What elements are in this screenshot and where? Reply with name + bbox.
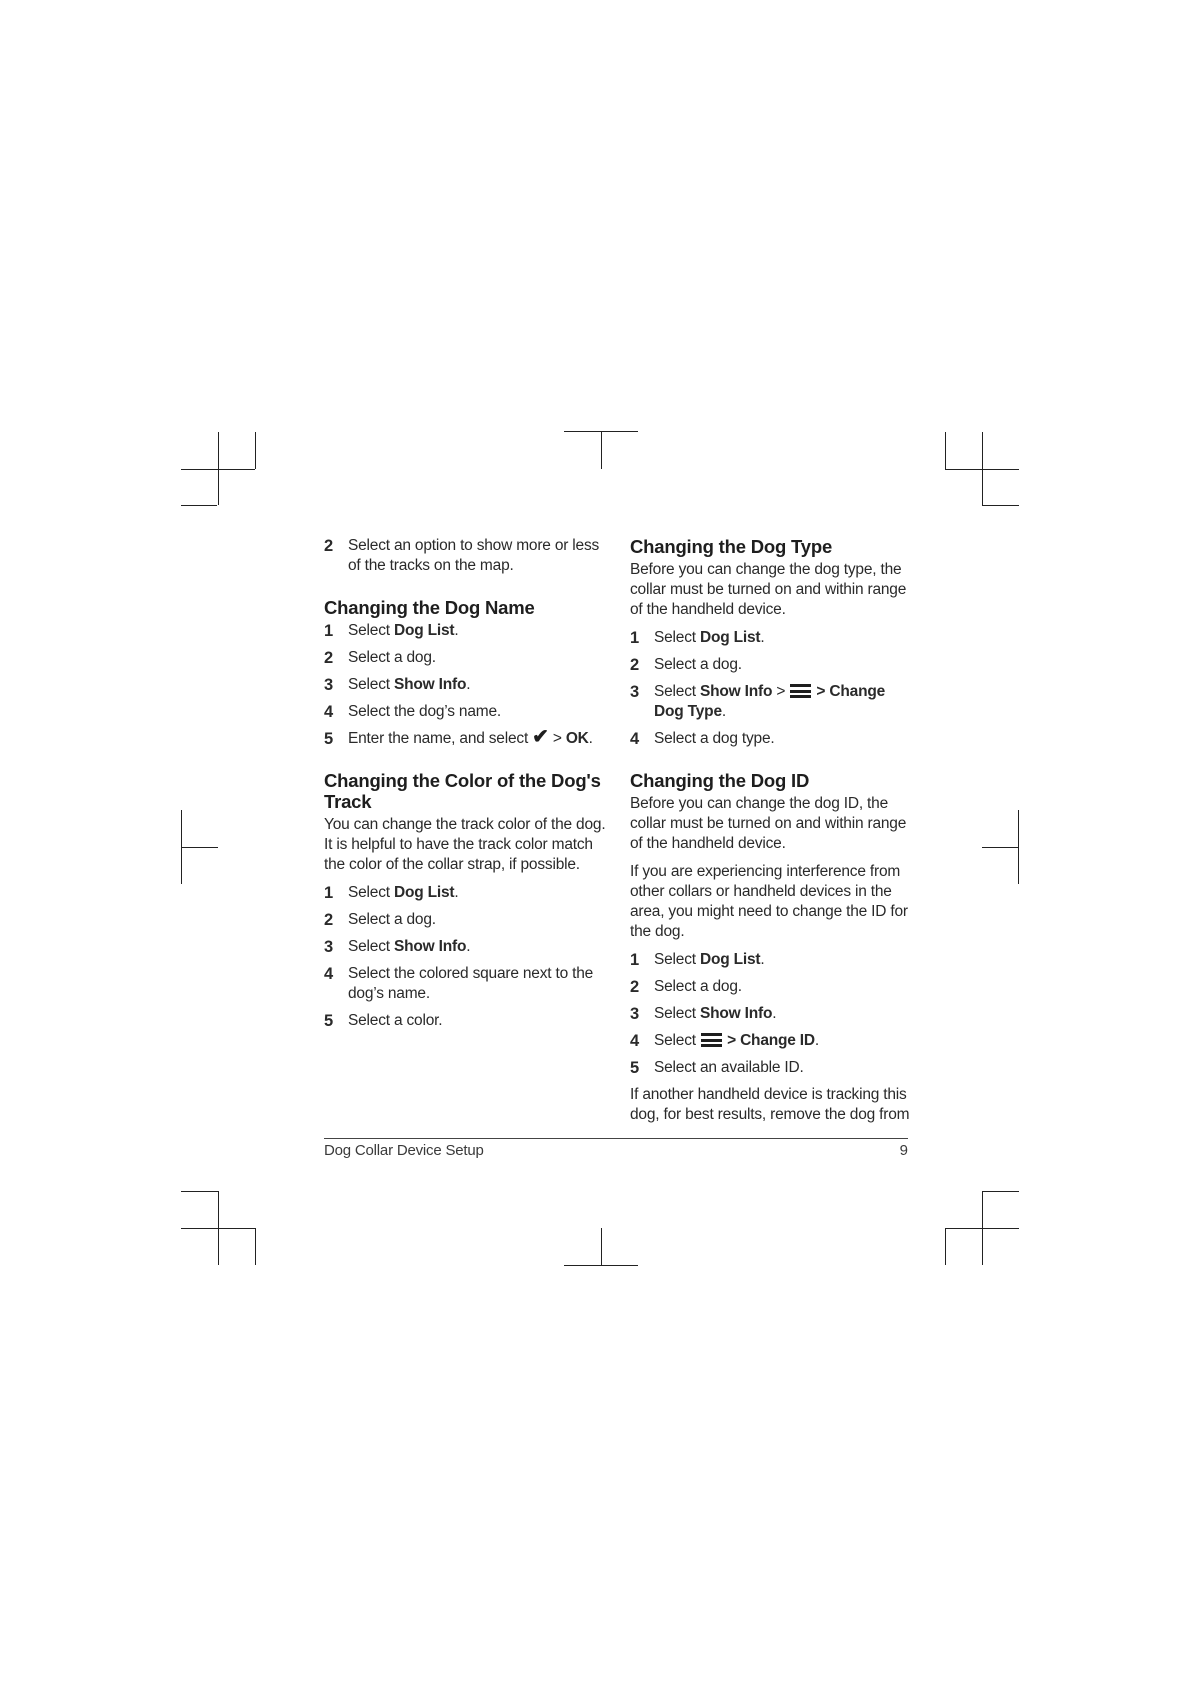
paragraph: You can change the track color of the dog. It is helpful to have the track color match the color of the collar strap, if possible. [324,816,606,873]
list-item: 2 Select a dog. [630,656,742,674]
section-heading-track-color: Changing the Color of the Dog's Track [324,770,601,812]
list-item: 2 Select a dog. [630,978,742,996]
list-item: 1 Select Dog List. [630,951,765,969]
list-item: 1 Select Dog List. [630,629,765,647]
section-heading-dog-name: Changing the Dog Name [324,597,535,618]
list-item: 3 Select Show Info. [324,676,471,694]
list-item: 5 Select a color. [324,1012,443,1030]
list-item: 4 Select > Change ID. [630,1032,820,1050]
checkmark-icon: ✔ [532,726,549,748]
list-item: 3 Select Show Info > > Change Dog Type. [630,683,886,720]
section-heading-dog-type: Changing the Dog Type [630,536,833,557]
list-item: 2 Select a dog. [324,649,436,667]
section-heading-dog-id: Changing the Dog ID [630,770,810,791]
list-item: 2 Select an option to show more or less of the tracks on the map. [324,537,600,574]
paragraph: Before you can change the dog type, the collar must be turned on and within range of the handheld device. [630,561,907,618]
left-column [324,536,610,1038]
list-item: 3 Select Show Info. [630,1005,777,1023]
list-item: 5 Select an available ID. [630,1059,804,1077]
paragraph: Before you can change the dog ID, the collar must be turned on and within range of the handheld device. [630,795,907,852]
footer-divider [324,1138,908,1139]
list-item: 3 Select Show Info. [324,938,471,956]
list-item: 4 Select the dog’s name. [324,703,501,721]
page-number: 9 [899,1142,908,1159]
right-column [630,536,916,1133]
list-item: 5 Enter the name, and select ✔ > OK. [324,726,593,748]
menu-icon [701,1033,722,1047]
menu-icon [790,684,811,698]
list-item: 4 Select a dog type. [630,730,775,748]
paragraph: If another handheld device is tracking this dog, for best results, remove the dog from [630,1086,910,1123]
list-item: 2 Select a dog. [324,911,436,929]
footer-section-title: Dog Collar Device Setup [324,1142,484,1159]
list-item: 1 Select Dog List. [324,884,459,902]
list-item: 1 Select Dog List. [324,622,459,640]
list-item: 4 Select the colored square next to the dog’s name. [324,965,594,1002]
paragraph: If you are experiencing interference from other collars or handheld devices in the area, you might need to change the ID for the dog. [630,863,908,940]
